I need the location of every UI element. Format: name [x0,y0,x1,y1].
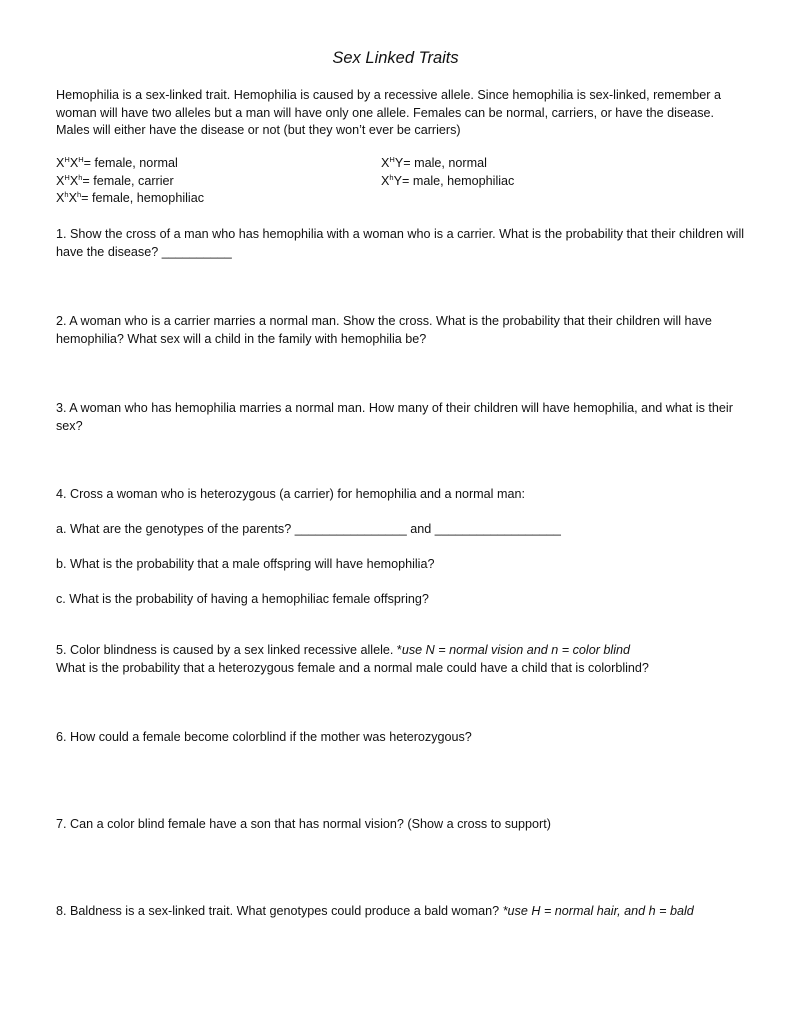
question-4c: c. What is the probability of having a hemophiliac female offspring? [56,592,429,606]
question-4: 4. Cross a woman who is heterozygous (a carrier) for hemophilia and a normal man: [56,487,525,501]
question-1: 1. Show the cross of a man who has hemophilia with a woman who is a carrier. What is the probability that their children will have the disease? __________ [56,227,745,259]
question-4b: b. What is the probability that a male offspring will have hemophilia? [56,557,435,571]
question-5 [56,642,746,677]
question-5-note: use N = normal vision and n = color blind [401,643,631,657]
genotype-female-carrier: $X^HX^h=$ female, carrier [56,172,174,188]
genotype-female-normal: $X^HX^H=$ female, normal [56,155,178,170]
question-8 [56,903,746,921]
question-5-text: 5. Color blindness is caused by a sex linked recessive allele. * [56,643,402,657]
question-3: 3. A woman who has hemophilia marries a normal man. How many of their children will have hemophilia, and what is their sex? [56,401,733,433]
question-7: 7. Can a color blind female have a son that has normal vision? (Show a cross to support) [56,817,551,831]
genotype-female-hemophiliac: $X^hX^h=$ female, hemophiliac [56,190,205,205]
male-genotype-key [381,155,514,190]
question-6: 6. How could a female become colorblind if the mother was heterozygous? [56,730,472,744]
question-8-text: 8. Baldness is a sex-linked trait. What genotypes could produce a bald woman? [56,904,503,918]
question-8-note: *use H = normal hair, and h = bald [502,904,694,918]
genotype-male-normal: $X^HY=$ male, normal [381,155,487,170]
intro-paragraph: Hemophilia is a sex-linked trait. Hemophilia is caused by a recessive allele. Since hemophilia is sex-linked, remember a woman will have two alleles but a man will have only one allele. Females can be normal, carriers, or have the disease. Males will either have the disease or not (but they won’t ever be carriers) [56,88,721,137]
question-4a: a. What are the genotypes of the parents? ________________ and __________________ [56,522,561,536]
question-2: 2. A woman who is a carrier marries a normal man. Show the cross. What is the probability that their children will have hemophilia? What sex will a child in the family with hemophilia be? [56,314,712,346]
question-5-line2: What is the probability that a heterozygous female and a normal male could have a child that is colorblind? [56,660,649,675]
page-title: Sex Linked Traits [332,49,459,67]
female-genotype-key [56,155,204,208]
genotype-male-hemophiliac: $X^hY=$ male, hemophiliac [381,172,515,188]
